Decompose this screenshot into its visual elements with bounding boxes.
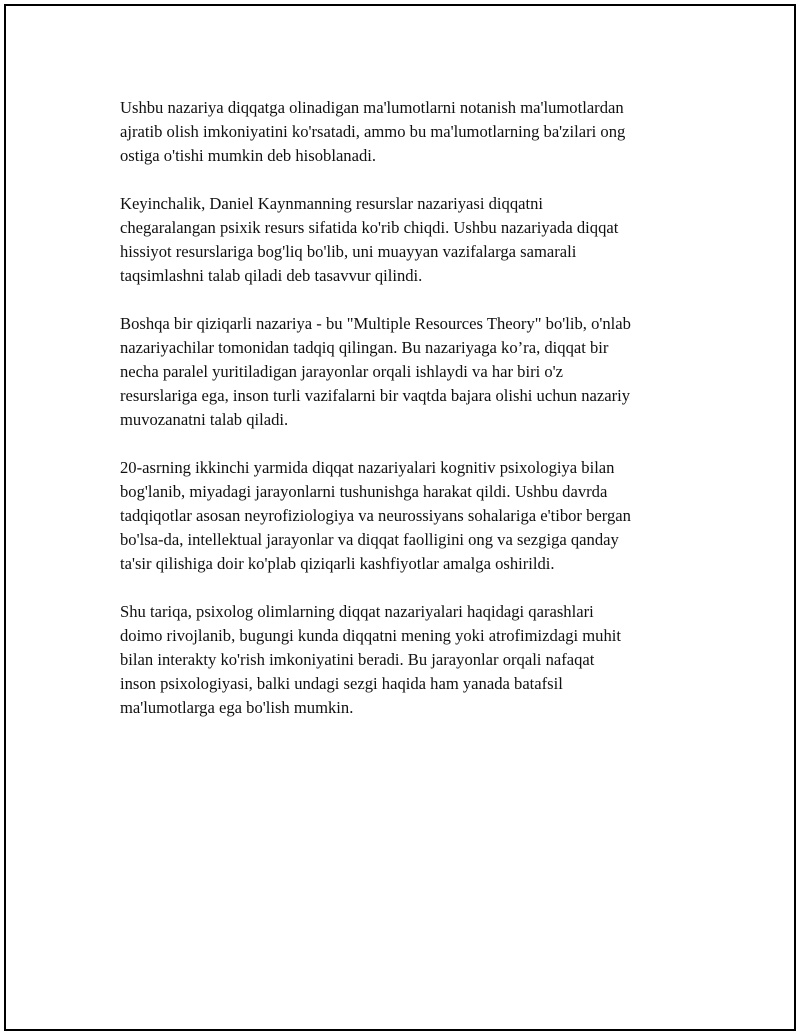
paragraph-1: Ushbu nazariya diqqatga olinadigan ma'lumotlarni notanish ma'lumotlardan ajratib olish imkoniyatini ko'rsatadi, ammo bu ma'lumotlarning ba'zilari ong ostiga o'tishi mumkin deb hisoblanadi. [120,98,626,165]
document-body [120,96,700,744]
page-frame [4,4,796,1031]
paragraph-5: Shu tariqa, psixolog olimlarning diqqat nazariyalari haqidagi qarashlari doimo rivojlanib, bugungi kunda diqqatni mening yoki atrofimizdagi muhit bilan interakty ko'rish imkoniyatini beradi. Bu jarayonlar orqali nafaqat inson psixologiyasi, balki undagi sezgi haqida ham yanada batafsil ma'lumotlarga ega bo'lish mumkin. [120,602,621,717]
paragraph-4: 20-asrning ikkinchi yarmida diqqat nazariyalari kognitiv psixologiya bilan bog'lanib, miyadagi jarayonlarni tushunishga harakat qildi. Ushbu davrda tadqiqotlar asosan neyrofiziologiya va neurossiyans sohalariga e'tibor bergan bo'lsa-da, intellektual jarayonlar va diqqat faolligini ong va sezgiga qanday ta'sir qilishiga doir ko'plab qiziqarli kashfiyotlar amalga oshirildi. [120,458,631,573]
paragraph-2: Keyinchalik, Daniel Kaynmanning resurslar nazariyasi diqqatni chegaralangan psixik resurs sifatida ko'rib chiqdi. Ushbu nazariyada diqqat hissiyot resurslariga bog'liq bo'lib, uni muayyan vazifalarga samarali taqsimlashni talab qiladi deb tasavvur qilindi. [120,194,619,285]
paragraph-3: Boshqa bir qiziqarli nazariya - bu "Multiple Resources Theory" bo'lib, o'nlab nazariyachilar tomonidan tadqiq qilingan. Bu nazariyaga ko’ra, diqqat bir necha paralel yuritiladigan jarayonlar orqali ishlaydi va har biri o'z resurslariga ega, inson turli vazifalarni bir vaqtda bajara olishi uchun nazariy muvozanatni talab qiladi. [120,314,631,429]
